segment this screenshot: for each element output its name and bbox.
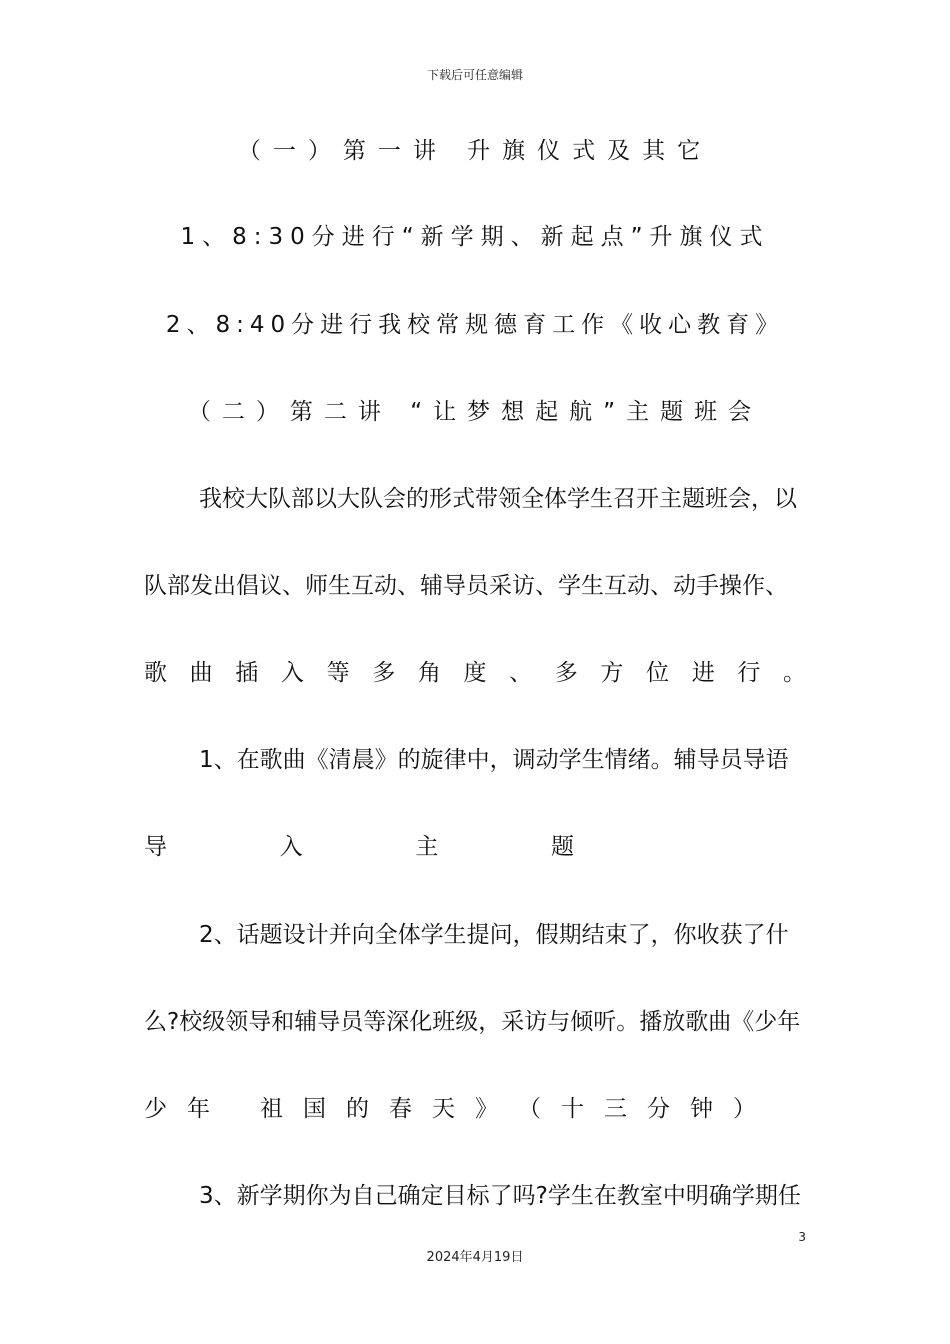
section-heading-1: （一）第一讲 升旗仪式及其它 (237, 138, 713, 164)
paragraph-3-line-1: 2、话题设计并向全体学生提问，假期结束了，你收获了什 (199, 922, 789, 948)
agenda-item-1: 1、8:30分进行“新学期、新起点”升旗仪式 (180, 224, 770, 250)
paragraph-2-line-2: 导 入 主 题 (144, 834, 574, 860)
paragraph-1-line-1: 我校大队部以大队会的形式带领全体学生召开主题班会，以 (199, 486, 797, 512)
paragraph-3-line-3: 少 年 祖 国 的 春 天 》 （ 十 三 分 钟 ） (144, 1096, 756, 1122)
paragraph-1-line-2: 队部发出倡议、师生互动、辅导员采访、学生互动、动手操作、 (144, 573, 788, 599)
agenda-item-2: 2、8:40分进行我校常规德育工作《收心教育》 (165, 312, 785, 338)
page-number: 3 (798, 1230, 806, 1244)
paragraph-2-line-1: 1、在歌曲《清晨》的旋律中，调动学生情绪。辅导员导语 (199, 747, 789, 773)
section-heading-2: （二）第二讲 “让梦想起航”主题班会 (187, 399, 763, 425)
paragraph-3-line-2: 么?校级领导和辅导员等深化班级，采访与倾听。播放歌曲《少年 (144, 1009, 801, 1035)
paragraph-4-line-1: 3、新学期你为自己确定目标了吗?学生在教室中明确学期任 (199, 1183, 801, 1209)
paragraph-1-line-3: 歌 曲 插 入 等 多 角 度 、 多 方 位 进 行 。 (144, 660, 806, 686)
page-footer-date: 2024年4月19日 (426, 1250, 524, 1265)
page-header: 下载后可任意编辑 (426, 68, 523, 82)
